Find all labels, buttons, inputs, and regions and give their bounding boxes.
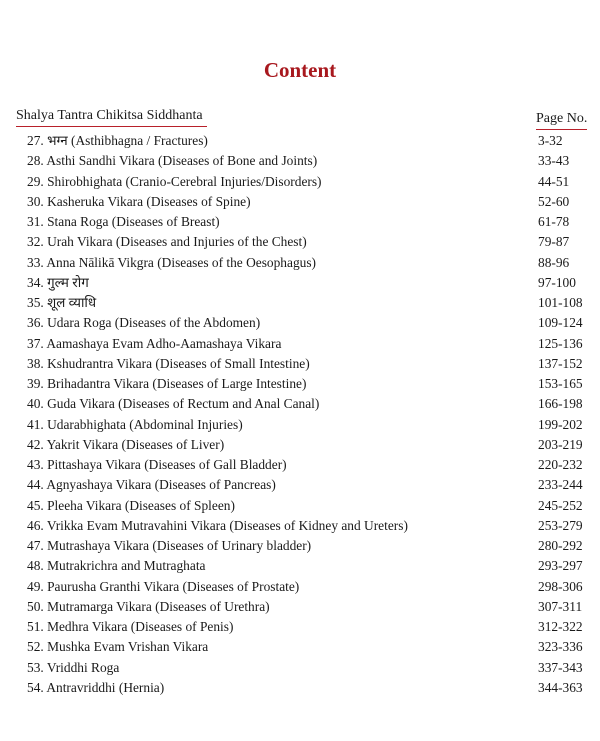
toc-entry-title: 38. Kshudrantra Vikara (Diseases of Small Intestine): [27, 355, 310, 371]
toc-entry: [0, 475, 600, 495]
toc-entry: [0, 617, 600, 637]
toc-entry-pages: 293-297: [538, 558, 583, 574]
toc-entry-pages: 323-336: [538, 639, 583, 655]
toc-entry-title: 37. Aamashaya Evam Adho-Aamashaya Vikara: [27, 335, 282, 351]
toc-entry-title: 49. Paurusha Granthi Vikara (Diseases of Prostate): [27, 578, 300, 594]
toc-entry-title: 35. शूल व्याधि: [27, 295, 97, 310]
toc-entry: [0, 131, 600, 151]
toc-entry-title: 44. Agnyashaya Vikara (Diseases of Pancreas): [27, 477, 276, 493]
toc-entry-title: 39. Brihadantra Vikara (Diseases of Large Intestine): [27, 376, 307, 391]
toc-entry-pages: 88-96: [538, 254, 570, 270]
toc-entry: [0, 455, 600, 475]
toc-entry: [0, 394, 600, 414]
toc-entry-pages: 97-100: [538, 274, 576, 290]
toc-entry-pages: 3-32: [538, 133, 563, 148]
toc-entry: [0, 253, 600, 273]
toc-entry: [0, 678, 600, 698]
toc-entry-pages: 233-244: [538, 477, 583, 493]
page-number-heading: [536, 111, 587, 127]
toc-entry-title: 54. Antravriddhi (Hernia): [27, 679, 165, 695]
toc-entry-title: 42. Yakrit Vikara (Diseases of Liver): [27, 436, 225, 452]
toc-entry: [0, 172, 600, 192]
toc-entry: [0, 415, 600, 435]
toc-entry-title: 48. Mutrakrichra and Mutraghata: [27, 558, 206, 574]
section-heading-text: Shalya Tantra Chikitsa Siddhanta: [16, 108, 203, 123]
toc-entry-pages: 166-198: [538, 396, 583, 412]
toc-entry-pages: 220-232: [538, 457, 583, 472]
toc-entry-title: 40. Guda Vikara (Diseases of Rectum and Anal Canal): [27, 396, 320, 412]
toc-entry-pages: 79-87: [538, 234, 570, 250]
page-number-heading-underline: [536, 129, 587, 130]
toc-entry: [0, 577, 600, 597]
toc-entry: [0, 273, 600, 293]
toc-entry-title: 33. Anna Nālikā Vikgra (Diseases of the Oesophagus): [27, 254, 317, 270]
toc-entry-title: 53. Vriddhi Roga: [27, 659, 120, 675]
toc-entry-pages: 52-60: [538, 193, 570, 209]
toc-entry: [0, 536, 600, 556]
toc-entry-pages: 61-78: [538, 214, 570, 229]
toc-entry-title: 29. Shirobhighata (Cranio-Cerebral Injuries/Disorders): [27, 173, 322, 189]
toc-entry-pages: 253-279: [538, 517, 583, 533]
section-heading: [16, 108, 203, 124]
toc-entry-title: 51. Medhra Vikara (Diseases of Penis): [27, 619, 234, 634]
toc-entry-pages: 153-165: [538, 376, 583, 391]
section-heading-underline: [16, 126, 207, 127]
toc-entry-pages: 44-51: [538, 173, 570, 189]
toc-entry: [0, 374, 600, 394]
toc-entry: [0, 151, 600, 171]
toc-entry: [0, 354, 600, 374]
toc-entry-pages: 109-124: [538, 315, 583, 331]
toc-entry-pages: 307-311: [538, 598, 583, 614]
page-title: Content: [263, 58, 337, 82]
toc-entry: [0, 192, 600, 212]
toc-entry: [0, 313, 600, 333]
toc-entry: [0, 293, 600, 313]
toc-entry-title: 46. Vrikka Evam Mutravahini Vikara (Diseases of Kidney and Ureters): [27, 517, 408, 533]
toc-entry: [0, 516, 600, 536]
toc-entry-title: 45. Pleeha Vikara (Diseases of Spleen): [27, 497, 235, 513]
toc-entry-title: 47. Mutrashaya Vikara (Diseases of Urinary bladder): [27, 538, 312, 553]
toc-entry-pages: 245-252: [538, 497, 583, 513]
toc-entry: [0, 637, 600, 657]
toc-entry-title: 36. Udara Roga (Diseases of the Abdomen): [27, 315, 261, 331]
toc-entry-pages: 337-343: [538, 659, 583, 675]
toc-entry: [0, 212, 600, 232]
toc-entry: [0, 658, 600, 678]
toc-entry-pages: 101-108: [538, 295, 583, 310]
toc-entry-title: 43. Pittashaya Vikara (Diseases of Gall Bladder): [27, 457, 287, 472]
toc-entry-title: 50. Mutramarga Vikara (Diseases of Urethra): [27, 598, 270, 614]
toc-entry-pages: 280-292: [538, 538, 583, 553]
toc-entry-pages: 203-219: [538, 436, 583, 452]
toc-entry-pages: 137-152: [538, 355, 583, 371]
toc-entry: [0, 597, 600, 617]
toc-entry-title: 32. Urah Vikara (Diseases and Injuries of the Chest): [27, 234, 307, 250]
toc-entry: [0, 496, 600, 516]
toc-entry: [0, 334, 600, 354]
toc-entry-title: 31. Stana Roga (Diseases of Breast): [27, 214, 220, 229]
toc-entry-pages: 125-136: [538, 335, 583, 351]
page-number-heading-text: Page No.: [536, 111, 588, 126]
toc-entry: [0, 556, 600, 576]
toc-entry-pages: 199-202: [538, 416, 583, 432]
toc-entry-title: 27. भग्न (Asthibhagna / Fractures): [27, 133, 208, 148]
contents-list: [0, 131, 600, 698]
toc-entry-pages: 312-322: [538, 619, 583, 634]
toc-entry-title: 34. गुल्म रोग: [27, 274, 89, 290]
toc-entry-pages: 344-363: [538, 679, 583, 695]
toc-entry-title: 41. Udarabhighata (Abdominal Injuries): [27, 416, 243, 432]
toc-entry: [0, 232, 600, 252]
toc-entry: [0, 435, 600, 455]
toc-entry-title: 30. Kasheruka Vikara (Diseases of Spine): [27, 193, 251, 209]
toc-entry-title: 28. Asthi Sandhi Vikara (Diseases of Bone and Joints): [27, 153, 318, 169]
toc-entry-pages: 33-43: [538, 153, 570, 169]
toc-entry-title: 52. Mushka Evam Vrishan Vikara: [27, 639, 209, 655]
toc-entry-pages: 298-306: [538, 578, 583, 594]
